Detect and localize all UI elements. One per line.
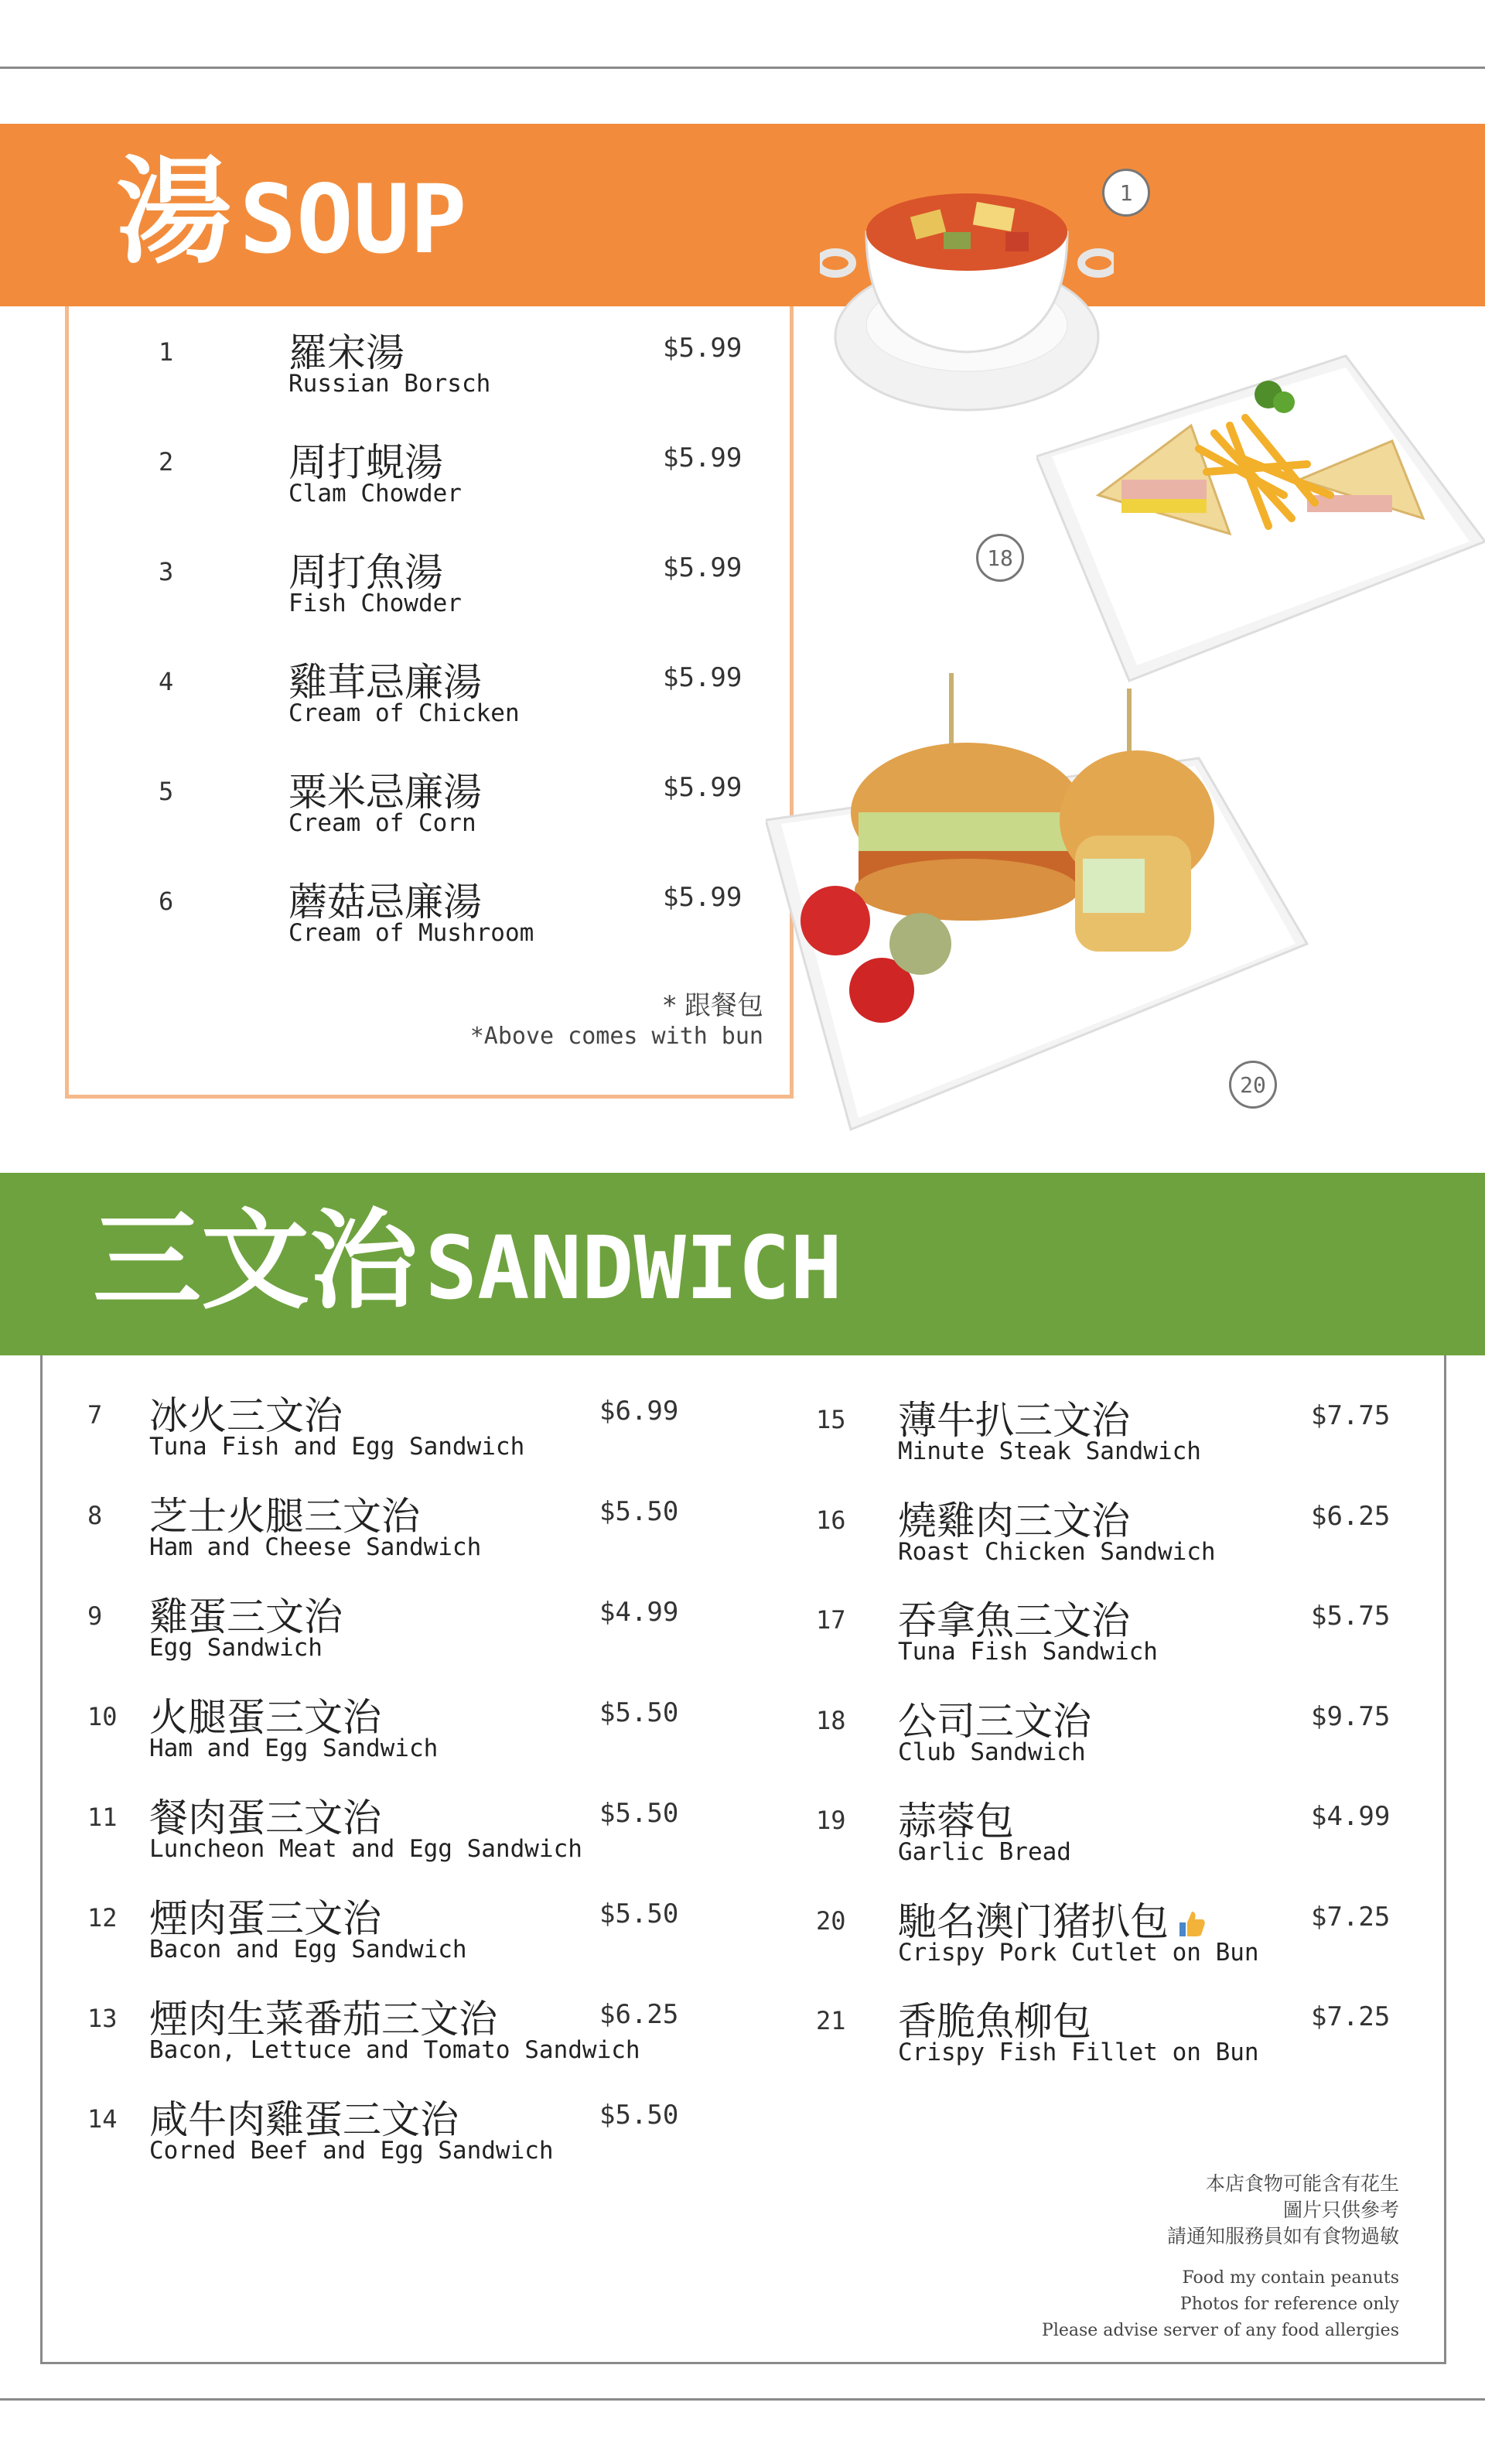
menu-item (69, 651, 790, 761)
item-number: 7 (87, 1400, 103, 1430)
item-price: $6.25 (599, 1999, 679, 2030)
item-name-zh-text: 咸牛肉雞蛋三文治 (149, 2097, 459, 2142)
top-divider (0, 67, 1485, 69)
item-name-zh-text: 雞茸忌廉湯 (288, 660, 482, 705)
item-name-zh-text: 羅宋湯 (288, 330, 405, 375)
item-name-en: Ham and Egg Sandwich (149, 1734, 439, 1762)
item-name-en: Egg Sandwich (149, 1634, 323, 1662)
item-number: 15 (816, 1405, 846, 1434)
allergy-notes-zh (1167, 2171, 1399, 2250)
item-price: $5.50 (599, 1798, 679, 1829)
soup-note-en: *Above comes with bun (469, 1023, 763, 1050)
item-name-zh-text: 餐肉蛋三文治 (149, 1796, 381, 1840)
item-name-zh-text: 香脆魚柳包 (898, 1999, 1091, 2044)
item-name-zh-text: 周打蜆湯 (288, 440, 443, 485)
sandwich-title-zh: 三文治 (93, 1198, 418, 1324)
sandwich-title (93, 1198, 843, 1352)
photo-tag-soup: 1 (1102, 169, 1150, 217)
item-name-zh-text: 馳名澳门猪扒包 (898, 1898, 1169, 1944)
item-price: $9.75 (1311, 1700, 1391, 1732)
item-number: 16 (816, 1505, 846, 1535)
item-name-en: Minute Steak Sandwich (898, 1437, 1201, 1465)
soup-title-en: SOUP (239, 165, 467, 275)
menu-item (69, 542, 790, 651)
item-name-en: Corned Beef and Egg Sandwich (149, 2137, 554, 2165)
item-name-en: Cream of Chicken (288, 699, 520, 727)
item-name-zh-text: 吞拿魚三文治 (898, 1598, 1130, 1643)
item-price: $5.50 (599, 1496, 679, 1527)
menu-item (69, 322, 790, 432)
item-number: 17 (816, 1605, 846, 1635)
sandwich-title-en: SANDWICH (425, 1218, 843, 1319)
item-price: $7.25 (1311, 1901, 1391, 1933)
item-price: $4.99 (599, 1597, 679, 1628)
item-price: $5.50 (599, 1898, 679, 1929)
item-name-zh-text: 公司三文治 (898, 1698, 1091, 1744)
item-price: $5.50 (599, 2100, 679, 2131)
menu-item (43, 1590, 1444, 1690)
item-name-en: Luncheon Meat and Egg Sandwich (149, 1835, 582, 1863)
item-number: 6 (159, 887, 174, 916)
item-name-en: Cream of Corn (288, 809, 476, 837)
allergy-notes-en (1042, 2265, 1399, 2344)
soup-note-zh: * 跟餐包 (663, 990, 763, 1021)
item-price: $5.99 (663, 882, 742, 913)
item-number: 13 (87, 2004, 118, 2033)
item-price: $5.99 (663, 662, 742, 693)
item-number: 3 (159, 557, 174, 586)
item-name-en: Fish Chowder (288, 590, 462, 617)
item-name-en: Tuna Fish Sandwich (898, 1638, 1158, 1666)
item-price: $6.99 (599, 1396, 679, 1427)
item-name-zh-text: 蒜蓉包 (898, 1799, 1014, 1844)
item-name-en: Bacon, Lettuce and Tomato Sandwich (149, 2036, 640, 2064)
menu-item (43, 1790, 1444, 1891)
item-price: $5.75 (1311, 1601, 1391, 1632)
sandwich-banner (0, 1173, 1485, 1355)
item-number: 12 (87, 1903, 118, 1933)
note-en-photos: Photos for reference only (1179, 2295, 1399, 2314)
item-number: 2 (159, 447, 174, 477)
item-name-zh-text: 周打魚湯 (288, 550, 443, 595)
item-number: 4 (159, 667, 174, 696)
item-number: 8 (87, 1501, 103, 1530)
item-number: 9 (87, 1601, 103, 1631)
item-number: 18 (816, 1705, 846, 1735)
item-price: $6.25 (1311, 1500, 1391, 1532)
item-name-zh-text: 煙肉生菜番茄三文治 (149, 1997, 497, 2042)
item-number: 20 (816, 1905, 846, 1936)
menu-item (43, 1891, 1444, 1991)
item-name-en: Tuna Fish and Egg Sandwich (149, 1433, 525, 1461)
menu-item (43, 1490, 1444, 1591)
item-price: $5.99 (663, 552, 742, 583)
note-en-peanuts: Food my contain peanuts (1182, 2268, 1399, 2288)
item-name-zh-text: 粟米忌廉湯 (288, 770, 482, 815)
menu-item (43, 1389, 1444, 1490)
item-number: 1 (159, 337, 174, 367)
item-name-zh-text: 煙肉蛋三文治 (149, 1896, 381, 1941)
item-name-en: Garlic Bread (898, 1838, 1071, 1866)
item-name-zh-text: 雞蛋三文治 (149, 1594, 343, 1639)
item-name-zh-text: 火腿蛋三文治 (149, 1695, 381, 1740)
menu-item (69, 871, 790, 981)
item-name-en: Russian Borsch (288, 370, 491, 398)
note-zh-allergy: 請通知服務員如有食物過敏 (1166, 2225, 1399, 2247)
item-name-zh-text: 薄牛扒三文治 (898, 1398, 1130, 1443)
item-number: 10 (87, 1702, 118, 1731)
thumbs-up-icon (1176, 1909, 1207, 1939)
item-name-zh-text: 冰火三文治 (149, 1393, 343, 1438)
item-number: 5 (159, 777, 174, 806)
note-zh-photos: 圖片只供參考 (1282, 2199, 1399, 2221)
soup-title (116, 145, 467, 306)
item-price: $4.99 (1311, 1801, 1391, 1832)
soup-title-zh: 湯 (116, 145, 233, 280)
club-sandwich-photo (1036, 340, 1485, 696)
photo-tag-cutlet: 20 (1229, 1061, 1277, 1109)
item-price: $5.99 (663, 443, 742, 473)
item-name-zh-text: 芝士火腿三文治 (149, 1494, 420, 1539)
menu-item (43, 1991, 1444, 2091)
item-name-en: Bacon and Egg Sandwich (149, 1936, 467, 1963)
menu-item (43, 1690, 1444, 1791)
item-name-en: Clam Chowder (288, 480, 462, 507)
item-price: $7.75 (1311, 1400, 1391, 1431)
sandwich-list (40, 1355, 1446, 2364)
soup-banner (0, 124, 1485, 306)
item-number: 19 (816, 1806, 846, 1835)
item-name-en: Crispy Fish Fillet on Bun (898, 2039, 1259, 2066)
item-price: $7.25 (1311, 2001, 1391, 2032)
item-number: 11 (87, 1803, 118, 1832)
menu-item (69, 432, 790, 542)
item-price: $5.99 (663, 772, 742, 803)
item-number: 21 (816, 2006, 846, 2035)
note-en-allergy: Please advise server of any food allergies (1042, 2321, 1399, 2340)
photo-tag-club: 18 (976, 534, 1024, 582)
item-price: $5.99 (663, 333, 742, 364)
note-zh-peanuts: 本店食物可能含有花生 (1205, 2172, 1399, 2195)
soup-list (65, 306, 794, 1099)
item-price: $5.50 (599, 1697, 679, 1728)
item-name-zh-text: 蘑菇忌廉湯 (288, 880, 482, 924)
item-name-zh-text: 燒雞肉三文治 (898, 1498, 1130, 1543)
item-name-en: Cream of Mushroom (288, 919, 534, 947)
item-number: 14 (87, 2104, 118, 2134)
item-name-en: Roast Chicken Sandwich (898, 1537, 1216, 1566)
item-name-en: Club Sandwich (898, 1738, 1086, 1766)
item-name-en: Crispy Pork Cutlet on Bun (898, 1938, 1259, 1967)
menu-item (69, 761, 790, 871)
item-name-en: Ham and Cheese Sandwich (149, 1533, 482, 1561)
bottom-divider (0, 2398, 1485, 2401)
